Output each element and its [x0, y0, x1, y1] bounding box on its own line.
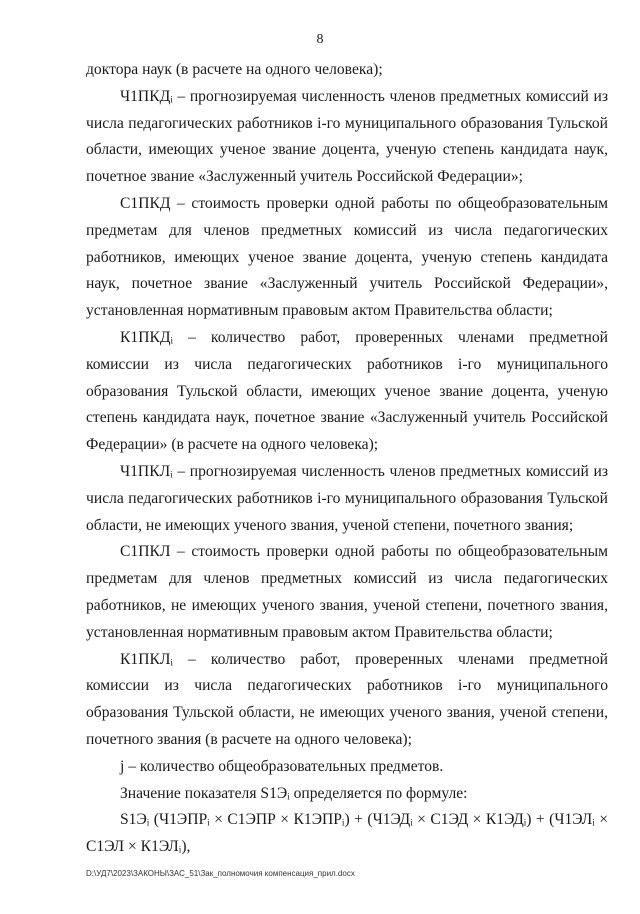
paragraph: С1ПКЛ – стоимость проверки одной работы по общеобразовательным предметам для членов предметных комиссий из числа педагогических работников, не имеющих ученого звания, ученой степени, почетного звания, установленная нормативным правовым актом Правительства области; [86, 543, 608, 641]
paragraph: Ч1ПКДᵢ – прогнозируемая численность членов предметных комиссий из числа педагогических работников i-го муниципального образования Тульской области, имеющих ученое звание доцента, ученую степень кандидата наук, почетное звание «Заслуженный учитель Российской Федерации»; [86, 87, 608, 186]
paragraph: С1ПКД – стоимость проверки одной работы по общеобразовательным предметам для членов предметных комиссий из числа педагогических работников, имеющих ученое звание доцента, ученую степень кандидата наук, почетное звание «Заслуженный учитель Российской Федерации», установленная нормативным правовым актом Правительства области; [86, 194, 608, 320]
formula: S1Эᵢ (Ч1ЭПРᵢ × С1ЭПР × К1ЭПРᵢ) + (Ч1ЭДᵢ × С1ЭД × К1ЭДᵢ) + (Ч1ЭЛᵢ × С1ЭЛ × К1ЭЛᵢ), [86, 811, 608, 856]
paragraph: доктора наук (в расчете на одного человека); [86, 61, 383, 78]
page-number: 8 [316, 32, 324, 47]
paragraph: К1ПКЛᵢ – количество работ, проверенных членами предметной комиссии из числа педагогических работников i-го муниципального образования Тульской области, не имеющих ученого звания, ученой степени, почетного звания (в расчете на одного человека); [86, 650, 608, 748]
file-path-footer: D:\УД7\2023\ЗАКОНЫ\ЗАС_51\Зак_полномочия компенсация_прил.docx [86, 869, 355, 878]
paragraph: Значение показателя S1Эᵢ определяется по формуле: [120, 784, 468, 802]
document-body [86, 57, 608, 861]
paragraph: К1ПКДᵢ – количество работ, проверенных членами предметной комиссии из числа педагогических работников i-го муниципального образования Тульской области, имеющих ученое звание доцента, ученую степень кандидата наук, почетное звание «Заслуженный учитель Российской Федерации» (в расчете на одного человека); [86, 328, 608, 454]
paragraph: Ч1ПКЛᵢ – прогнозируемая численность членов предметных комиссий из числа педагогических работников i-го муниципального образования Тульской области, не имеющих ученого звания, ученой степени, почетного звания; [86, 462, 608, 534]
paragraph: j – количество общеобразовательных предметов. [120, 757, 444, 775]
